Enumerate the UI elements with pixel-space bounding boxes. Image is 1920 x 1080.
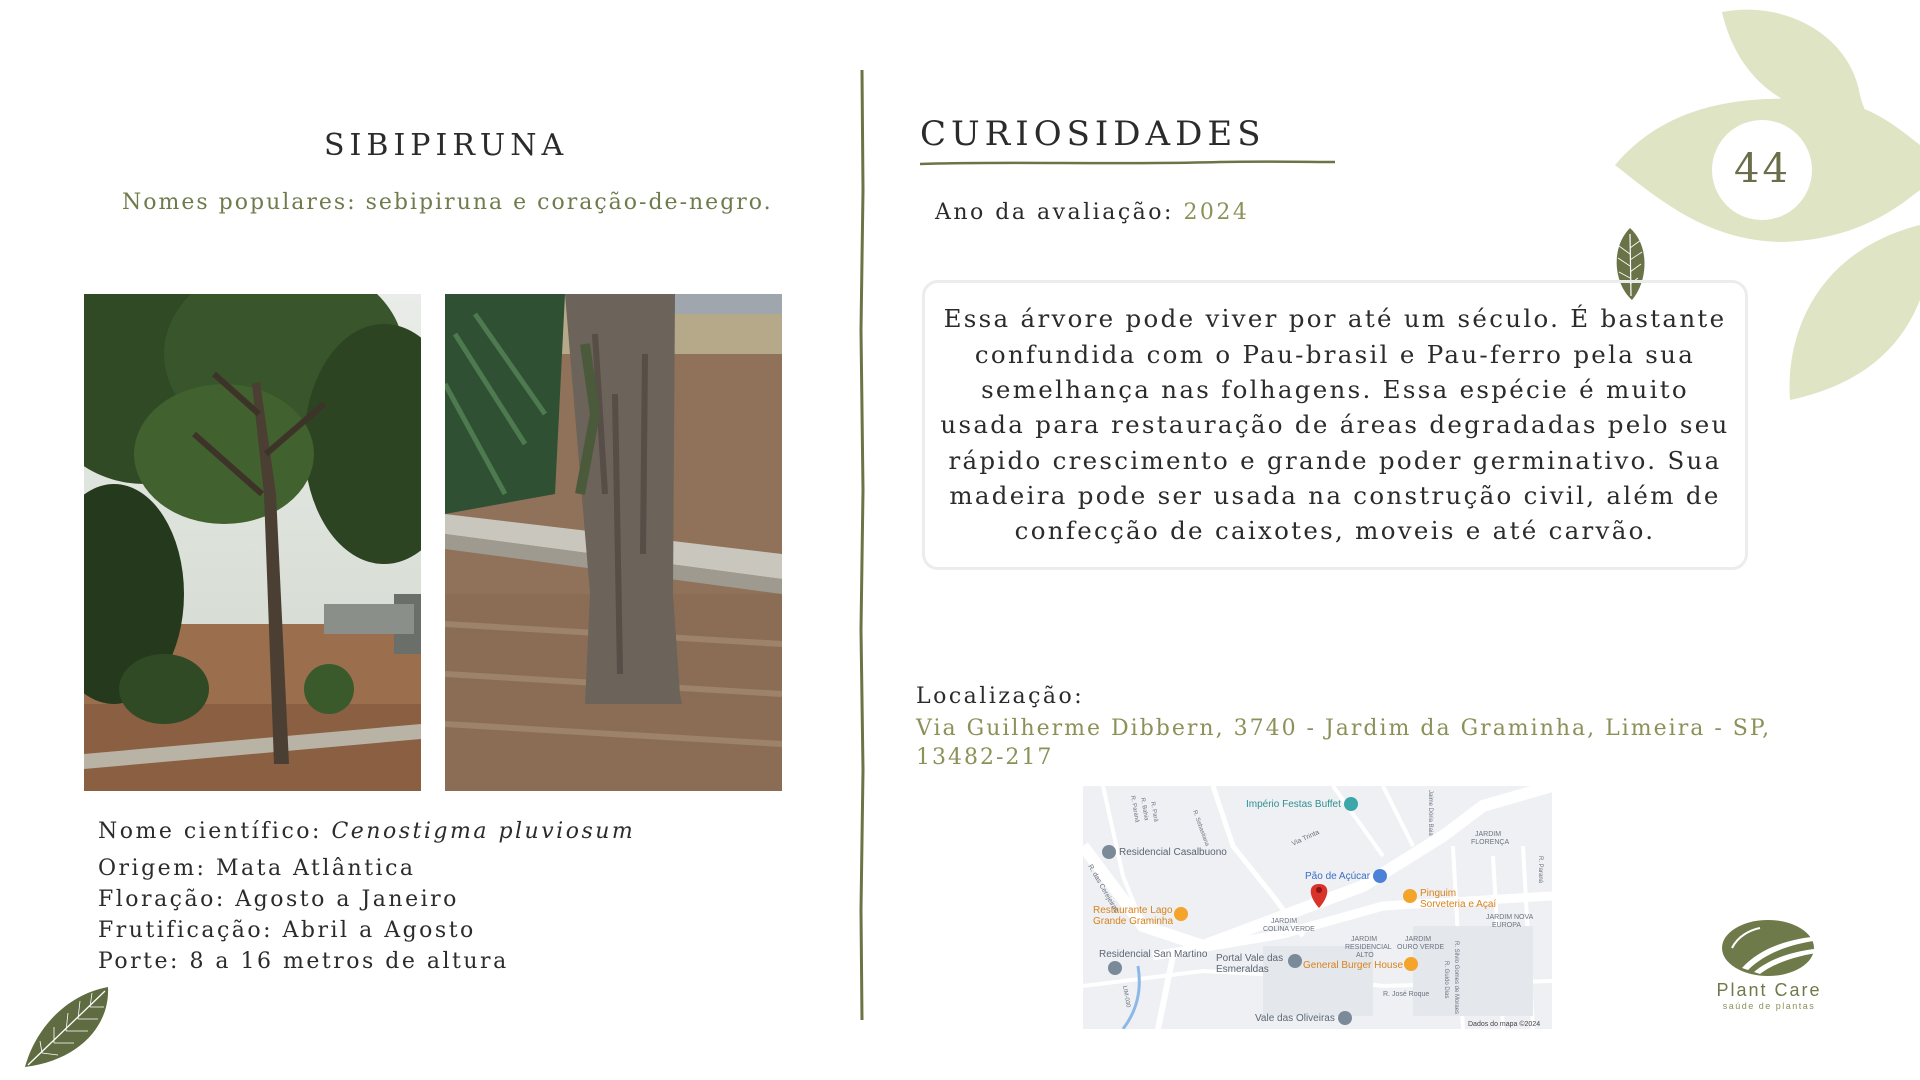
map-label-portal-2: Esmeraldas [1216, 964, 1269, 975]
map-street-r5: R. Paraná [1537, 856, 1543, 884]
brand-name: Plant Care [1716, 980, 1822, 1000]
map-label-nova-1: JARDIM NOVA [1486, 914, 1534, 921]
map-label-imperio: Império Festas Buffet [1246, 799, 1341, 810]
map-label-restaurante-2: Grande Graminha [1093, 916, 1174, 927]
brand [1704, 980, 1834, 1011]
map-street-r7: R. Silvio Gomes de Moraes [1453, 941, 1459, 1015]
map-street-r4: Jaime Dória Baia [1427, 790, 1433, 836]
map-label-sanmartino: Residencial San Martino [1099, 949, 1208, 960]
map-label-florenca-1: JARDIM [1475, 831, 1502, 838]
map-label-colina-2: COLINA VERDE [1263, 926, 1315, 933]
flowering: Floração: Agosto a Janeiro [98, 887, 459, 912]
plant-care-logo-icon [1720, 918, 1825, 978]
title-underline [920, 158, 1335, 168]
map-street-trinta: Via Trinta [1290, 829, 1321, 848]
map-copyright: Dados do mapa ©2024 [1468, 1021, 1541, 1028]
fruiting: Frutificação: Abril a Agosto [98, 918, 476, 943]
map-label-resid-3: ALTO [1356, 952, 1374, 959]
curiosities-title: CURIOSIDADES [920, 114, 1266, 154]
map-street-r1: R. Paraná [1129, 795, 1140, 823]
tree-photo [84, 294, 421, 791]
trunk-photo [445, 294, 782, 791]
brand-tagline: saúde de plantas [1722, 1001, 1816, 1011]
map-label-colina-1: JARDIM [1271, 918, 1298, 925]
vertical-divider [858, 70, 866, 1020]
map-label-restaurante-1: Restaurante Lago [1093, 905, 1173, 916]
map-label-portal-1: Portal Vale das [1216, 953, 1284, 964]
map-street-r2: R. Bahia [1139, 797, 1149, 822]
scientific-value: Cenostigma pluviosum [331, 819, 636, 844]
map-label-resid-2: RESIDENCIAL [1345, 944, 1392, 951]
popular-names: Nomes populares: sebipiruna e coração-de-negro. [122, 190, 773, 215]
location-address: Via Guilherme Dibbern, 3740 - Jardim da Graminha, Limeira - SP, 13482-217 [916, 716, 1772, 770]
origin: Origem: Mata Atlântica [98, 856, 416, 881]
year-value: 2024 [1183, 200, 1250, 225]
map-street-r9: R. Sebastiana [1191, 809, 1210, 848]
curiosities-text: Essa árvore pode viver por até um século. É bastante confundida com o Pau-brasil e Pau-ferro pela sua semelhança nas folhagens. Essa espécie é muito usada para restauração de áreas degradadas pelo seu rápido crescimento e grande poder germinativo. Sua madeira pode ser usada na construção civil, além de confecção de caixotes, moveis e até carvão. [940, 304, 1730, 546]
map-label-burger: General Burger House [1303, 960, 1404, 971]
species-title: SIBIPIRUNA [324, 128, 569, 163]
map-street-r6: R. Guido Dias [1443, 961, 1449, 999]
size: Porte: 8 a 16 metros de altura [98, 949, 509, 974]
map-label-florenca-2: FLORENÇA [1471, 839, 1510, 846]
curiosities-box [922, 280, 1748, 570]
year-label: Ano da avaliação: [935, 200, 1174, 225]
scientific-label: Nome científico: [98, 819, 322, 844]
scientific-name [98, 816, 635, 847]
map-label-pinguim-1: Pinguim [1420, 888, 1457, 899]
map-street-cerejeiras: R. das Cerejeiras [1086, 863, 1120, 914]
map-street-r8: LIM-030 [1121, 985, 1131, 1009]
location-map[interactable] [1083, 786, 1552, 1029]
map-label-ouro-2: OURO VERDE [1397, 944, 1445, 951]
map-label-casalbuono: Residencial Casalbuono [1119, 847, 1227, 858]
map-label-resid-1: JARDIM [1351, 936, 1378, 943]
evaluation-year [935, 200, 1249, 225]
map-label-nova-2: EUROPA [1492, 922, 1522, 929]
map-street-r3: R. Pará [1149, 801, 1159, 823]
map-street-jose: R. José Roque [1383, 991, 1430, 998]
map-label-oliveiras: Vale das Oliveiras [1255, 1013, 1335, 1024]
map-label-pao: Pão de Açúcar [1305, 871, 1371, 882]
location-label: Localização: [916, 684, 1085, 709]
bottom-left-leaf-icon [20, 985, 110, 1070]
map-label-ouro-1: JARDIM [1405, 936, 1432, 943]
page-number: 44 [1734, 146, 1791, 192]
map-label-pinguim-2: Sorveteria e Açaí [1420, 899, 1497, 910]
